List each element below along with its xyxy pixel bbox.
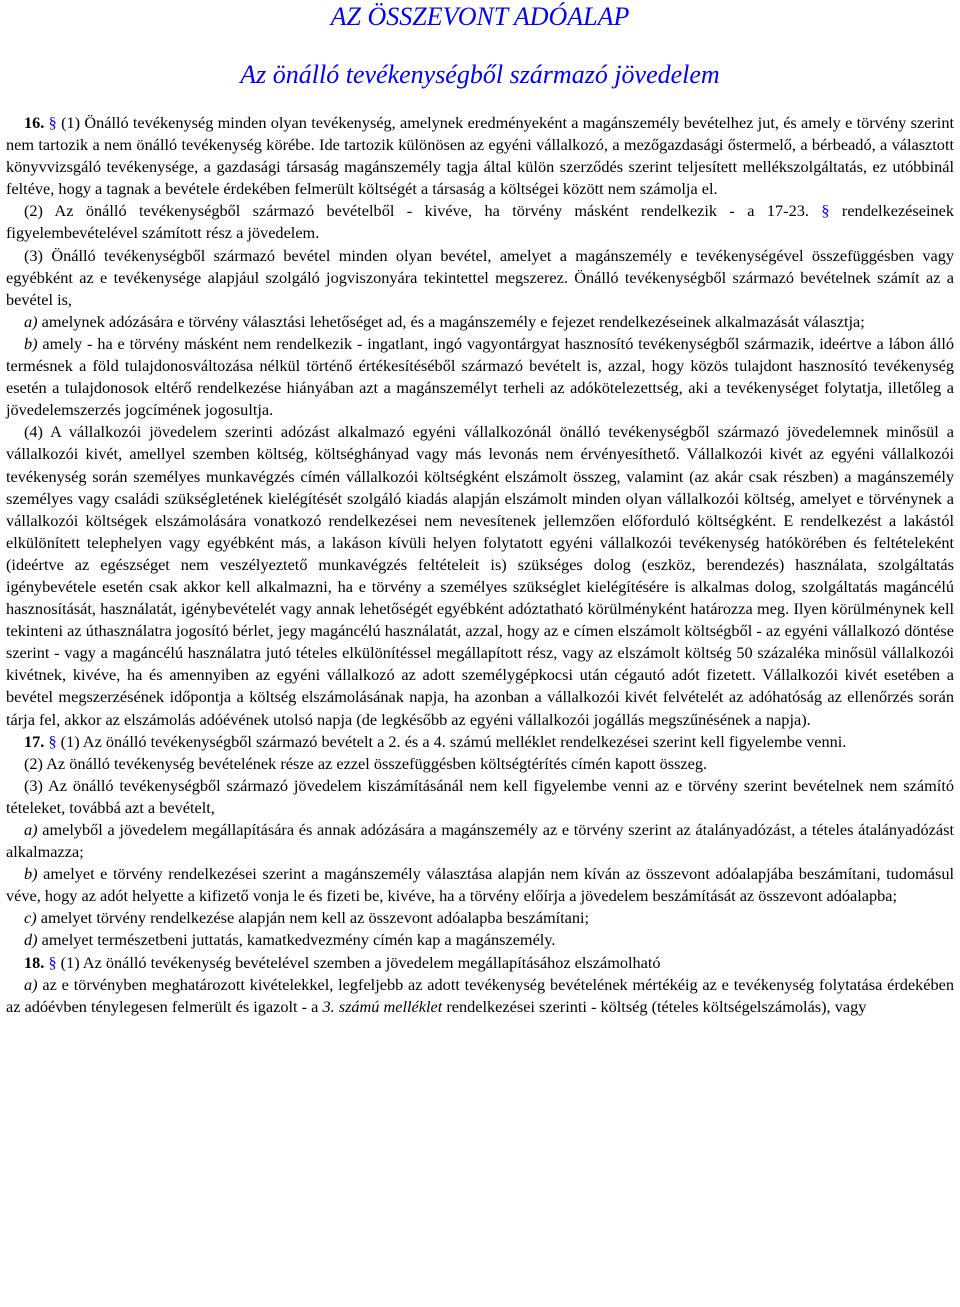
paragraph-symbol-link[interactable]: § [821,201,830,221]
section-18-paragraph-1 [6,952,954,974]
point-text: az e törvényben meghatározott kivételekkel, legfeljebb az adott tevékenység bevételének mértékéig az e tevékenység folytatása érdekében az adóévben ténylegesen felmerült és igazolt - a [6,974,954,1016]
section-16-paragraph-4: (4) A vállalkozói jövedelem szerinti adózást alkalmazó egyéni vállalkozónál önálló tevékenységből származó jövedelemnek minősül a vállalkozói kivét, amellyel szemben költség, költséghányad vagy más levonás nem érvényesíthető. Vállalkozói kivét az egyéni vállalkozói tevékenység során személyes munkavégzés címén vállalkozói költségként elszámolt összeg, valamint (az akár csak részben) a magánszemély személyes vagy családi szükségletének kielégítését szolgáló kiadás alapján elszámolt minden olyan vállalkozói költség, amelyet e törvénynek a vállalkozói költségek elszámolására vonatkozó rendelkezései nem nevesítenek jellemzően előforduló költségként. E rendelkezést a lakástól elkülönített telephelyen vagy egyébként más, a lakáson kívüli helyen folytatott egyéni vállalkozói tevékenység hatókörében és feltételeként (ideértve az egészséget nem veszélyeztető munkavégzés feltételeit is) szükséges dolog (eszköz, berendezés) használata, szolgáltatás igénybevétele esetén csak akkor kell alkalmazni, ha e törvény a személyes szükséglet kielégítésére is alkalmas dolog, szolgáltatás magáncélú hasznosítását, használatát, igénybevételét vagy annak lehetőségét egyébként adóztatható körülményként határozza meg. Ilyen körülménynek kell tekinteni az úthasználatra jogosító bérlet, jegy magáncélú használatát, azzal, hogy az e címen elszámolt költségből - az egyéni vállalkozó döntése szerint - vagy a magáncélú használatra jutó tételes elkülönítéssel megállapított rész, vagy az elszámolt költség 50 százaléka minősül vállalkozói kivétnek, kivéve, ha és amennyiben az egyéni vállalkozó az adott személygépkocsi után cégautó adót fizetett. Vállalkozói kivét esetében a bevétel megszerzésének időpontja a költség elszámolásának napja, ha azonban a vállalkozói kivét felvételét az adóhatóság az ellenőrzés során tárja fel, akkor az elszámolás adóévének utolsó napja (de legkésőbb az egyéni vállalkozói jogállás megszűnésének a napja). [6,422,954,729]
paragraph-symbol-link[interactable]: § [48,731,57,751]
section-number: 17. [24,731,45,751]
point-label: a) [24,311,38,331]
point-text-tail: rendelkezései szerinti - költség (tételes költségelszámolás), vagy [446,996,867,1016]
paragraph-text: (2) Az önálló tevékenységből származó bevételből - kivéve, ha törvény másként rendelkezik - a 17-23. [24,201,809,221]
section-16-paragraph-3: (3) Önálló tevékenységből származó bevétel minden olyan bevétel, amelyet a magánszemély e tevékenységével összefüggésben vagy egyébként az e tevékenysége alapjául szolgáló jogviszonyára tekintettel megszerez. Önálló tevékenységből származó bevételnek számít az a bevétel is, [6,245,954,309]
paragraph-symbol-link[interactable]: § [48,952,57,972]
section-number: 16. [24,113,45,132]
section-17-paragraph-2: (2) Az önálló tevékenység bevételének része az ezzel összefüggésben költségtérítés címén kapott összeg. [24,753,708,773]
section-17-paragraph-1 [6,731,954,753]
section-17-point-d [6,929,954,951]
paragraph-text: (1) Az önálló tevékenységből származó bevételt a 2. és a 4. számú melléklet rendelkezései szerint kell figyelembe venni. [60,731,847,751]
document-body [6,112,954,1018]
paragraph-text: (1) Az önálló tevékenység bevételével szemben a jövedelem megállapításához elszámolható [60,952,661,972]
point-label: b) [24,864,38,884]
point-label: d) [24,930,38,950]
section-17-point-a [6,819,954,863]
point-text: amelyet e törvény rendelkezései szerint a magánszemély választása alapján nem kíván az összevont adóalapjába beszámítani, tudomásul véve, hogy az adót helyette a kifizető vonja le és fizeti be, kivéve, ha a törvény előírja a jövedelem beszámítását az összevont adóalapba; [6,864,954,906]
paragraph-text-cont: rendelkezéseinek figyelembevételével számított rész a jövedelem. [6,201,954,243]
section-17-point-b [6,863,954,907]
section-16-point-b [6,333,954,421]
section-16-paragraph-2 [6,200,954,244]
point-text: amely - ha e törvény másként nem rendelkezik - ingatlant, ingó vagyontárgyat hasznosító tevékenységből származik, ideértve a lábon álló termésnek a föld tulajdonosváltozása nélkül történő értékesítéséből származó bevételt is, azzal, hogy közös tulajdont hasznosító tevékenység esetén a tulajdonosok eltérő rendelkezése hiányában azt a magánszemélyt terheli az adókötelezettség, aki a tevékenységet folytatja, illetőleg a jövedelemszerzés jogcímének jogosultja. [6,333,955,420]
point-text: amelyből a jövedelem megállapítására és annak adózására a magánszemély az e törvény szerint az átalányadózást, a tételes átalányadózást alkalmazza; [6,820,954,862]
paragraph-symbol-link[interactable]: § [48,113,57,132]
section-17-point-c [6,907,954,929]
paragraph-text: (1) Önálló tevékenység minden olyan tevékenység, amelynek eredményeként a magánszemély bevételhez jut, és amely e törvény szerint nem tartozik a nem önálló tevékenység körébe. Ide tartozik különösen az egyéni vállalkozó, a mezőgazdasági őstermelő, a bérbeadó, a választott könyvvizsgáló tevékenysége, a gazdasági társaság magánszemély tagja által külön szerződés szerint teljesített mellékszolgáltatás, ez utóbbinál feltéve, hogy a tagnak a bevétele érdekében felmerült költségét a társaság a költségei között nem számolja el. [6,113,954,199]
section-18-point-a [6,974,954,1018]
point-text: amelyet törvény rendelkezése alapján nem kell az összevont adóalapba beszámítani; [40,908,590,928]
section-16-point-a [6,311,954,333]
annex-reference: 3. számú melléklet [322,996,443,1016]
point-label: c) [24,908,37,928]
section-17-paragraph-3: (3) Az önálló tevékenységből származó jövedelem kiszámításánál nem kell figyelembe venni az e törvény szerint bevételnek nem számító tételeket, továbbá azt a bevételt, [6,775,954,817]
section-number: 18. [24,952,45,972]
point-text: amelynek adózására e törvény választási lehetőséget ad, és a magánszemély e fejezet rendelkezéseinek alkalmazását választja; [41,311,865,331]
point-label: b) [24,333,38,353]
point-label: a) [24,820,38,839]
point-label: a) [24,974,38,994]
section-16-paragraph-1 [6,112,954,200]
document-title: AZ ÖSSZEVONT ADÓALAP [330,2,630,31]
document-subtitle: Az önálló tevékenységből származó jövedelem [240,60,720,89]
point-text: amelyet természetbeni juttatás, kamatkedvezmény címén kap a magánszemély. [41,930,556,950]
